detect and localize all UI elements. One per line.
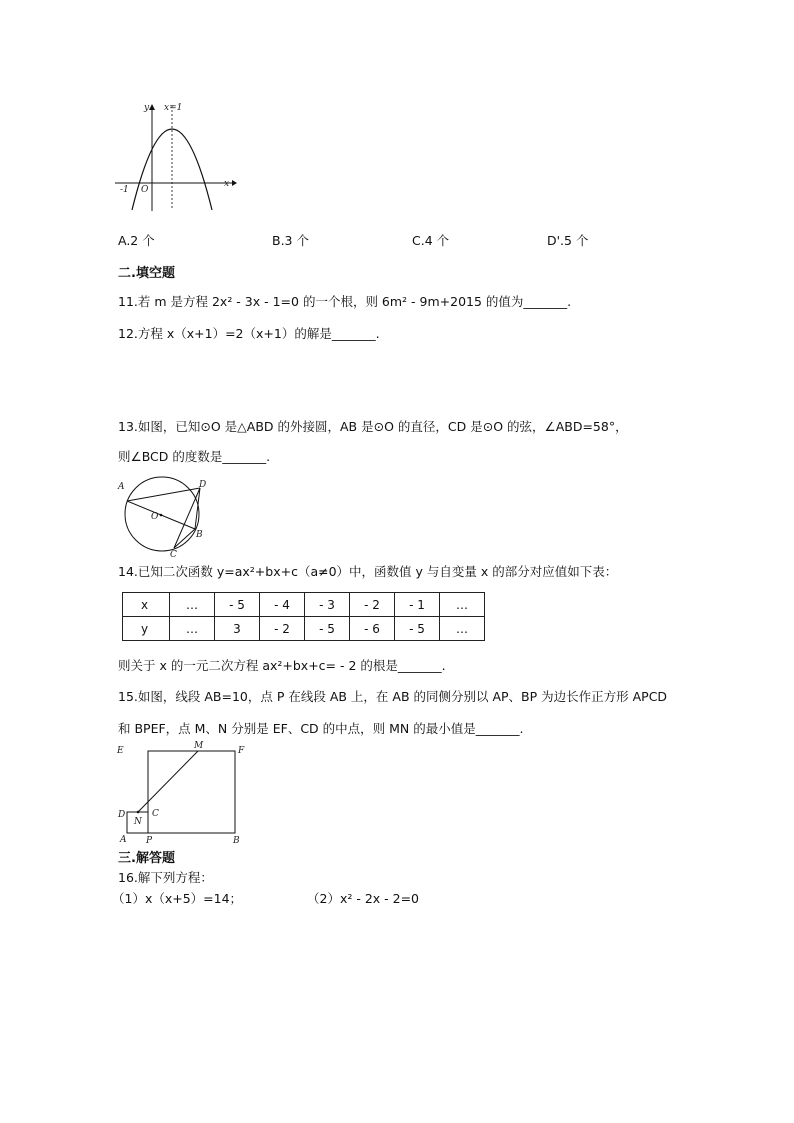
label-c: C <box>152 809 159 819</box>
table-cell: - 3 <box>305 593 350 617</box>
question-16-title: 16.解下列方程： <box>118 870 213 885</box>
value-table <box>122 592 485 641</box>
section-solve-title: 三.解答题 <box>118 851 175 866</box>
label-d: D <box>118 810 126 820</box>
minus-one-label: -1 <box>120 185 129 195</box>
label-b: B <box>196 530 203 540</box>
table-cell: - 2 <box>350 593 395 617</box>
table-cell: - 5 <box>215 593 260 617</box>
label-n: N <box>134 817 142 827</box>
option-d: D'.5 个 <box>547 233 589 248</box>
label-a: A <box>118 482 125 492</box>
label-b: B <box>233 836 240 846</box>
chord-cb <box>174 529 195 548</box>
section-fill-in-title: 二.填空题 <box>118 266 175 281</box>
label-c: C <box>170 550 177 559</box>
y-axis-arrow <box>149 104 155 110</box>
table-cell: … <box>170 617 215 641</box>
table-cell: y <box>123 617 170 641</box>
label-d: D <box>199 480 207 490</box>
x-label: x <box>224 179 230 189</box>
table-cell: - 5 <box>305 617 350 641</box>
table-cell: … <box>440 617 485 641</box>
question-15-line1: 15.如图，线段 AB=10，点 P 在线段 AB 上，在 AB 的同侧分别以 AP、BP 为边长作正方形 APCD <box>118 689 668 704</box>
chord-ad <box>127 488 200 501</box>
label-o: O <box>151 512 159 522</box>
question-14-line1: 14.已知二次函数 y=ax²+bx+c（a≠0）中，函数值 y 与自变量 x 的部分对应值如下表： <box>118 564 618 579</box>
squares-figure <box>114 740 254 848</box>
parabola-figure <box>110 98 240 216</box>
label-f: F <box>238 746 245 756</box>
circle-o <box>125 477 199 551</box>
question-12: 12.方程 x（x+1）=2（x+1）的解是_______. <box>118 326 380 341</box>
circle-figure <box>115 475 215 559</box>
label-a: A <box>120 835 127 845</box>
option-c: C.4 个 <box>412 233 450 248</box>
table-cell: - 6 <box>350 617 395 641</box>
table-cell: … <box>170 593 215 617</box>
question-11: 11.若 m 是方程 2x² - 3x - 1=0 的一个根，则 6m² - 9m+2015 的值为_______. <box>118 294 572 309</box>
table-cell: - 4 <box>260 593 305 617</box>
table-row <box>123 617 485 641</box>
option-a: A.2 个 <box>118 233 155 248</box>
table-cell: - 5 <box>395 617 440 641</box>
question-13-line1: 13.如图，已知⊙O 是△ABD 的外接圆，AB 是⊙O 的直径，CD 是⊙O 的弦，∠ABD=58°， <box>118 419 628 434</box>
segment-mn <box>138 751 198 812</box>
question-13-line2: 则∠BCD 的度数是_______. <box>118 449 271 464</box>
parabola-curve <box>132 129 212 210</box>
table-row <box>123 593 485 617</box>
label-p: P <box>146 836 153 846</box>
table-cell: x <box>123 593 170 617</box>
option-b: B.3 个 <box>272 233 309 248</box>
label-e: E <box>117 746 124 756</box>
question-16-part1: （1）x（x+5）=14； <box>112 891 243 906</box>
axis-label: x=1 <box>164 103 183 113</box>
question-15-line2: 和 BPEF，点 M、N 分别是 EF、CD 的中点，则 MN 的最小值是_______. <box>118 721 524 736</box>
question-14-line2: 则关于 x 的一元二次方程 ax²+bx+c= - 2 的根是_______. <box>118 658 446 673</box>
table-cell: - 1 <box>395 593 440 617</box>
origin-label: O <box>141 185 149 195</box>
center-point <box>160 514 163 517</box>
table-cell: … <box>440 593 485 617</box>
table-cell: - 2 <box>260 617 305 641</box>
x-axis-arrow <box>232 180 237 186</box>
square-bpef <box>148 751 235 833</box>
point-n <box>137 811 140 814</box>
y-label: y <box>144 103 150 113</box>
table-cell: 3 <box>215 617 260 641</box>
question-16-part2: （2）x² - 2x - 2=0 <box>307 891 420 906</box>
label-m: M <box>194 741 204 751</box>
